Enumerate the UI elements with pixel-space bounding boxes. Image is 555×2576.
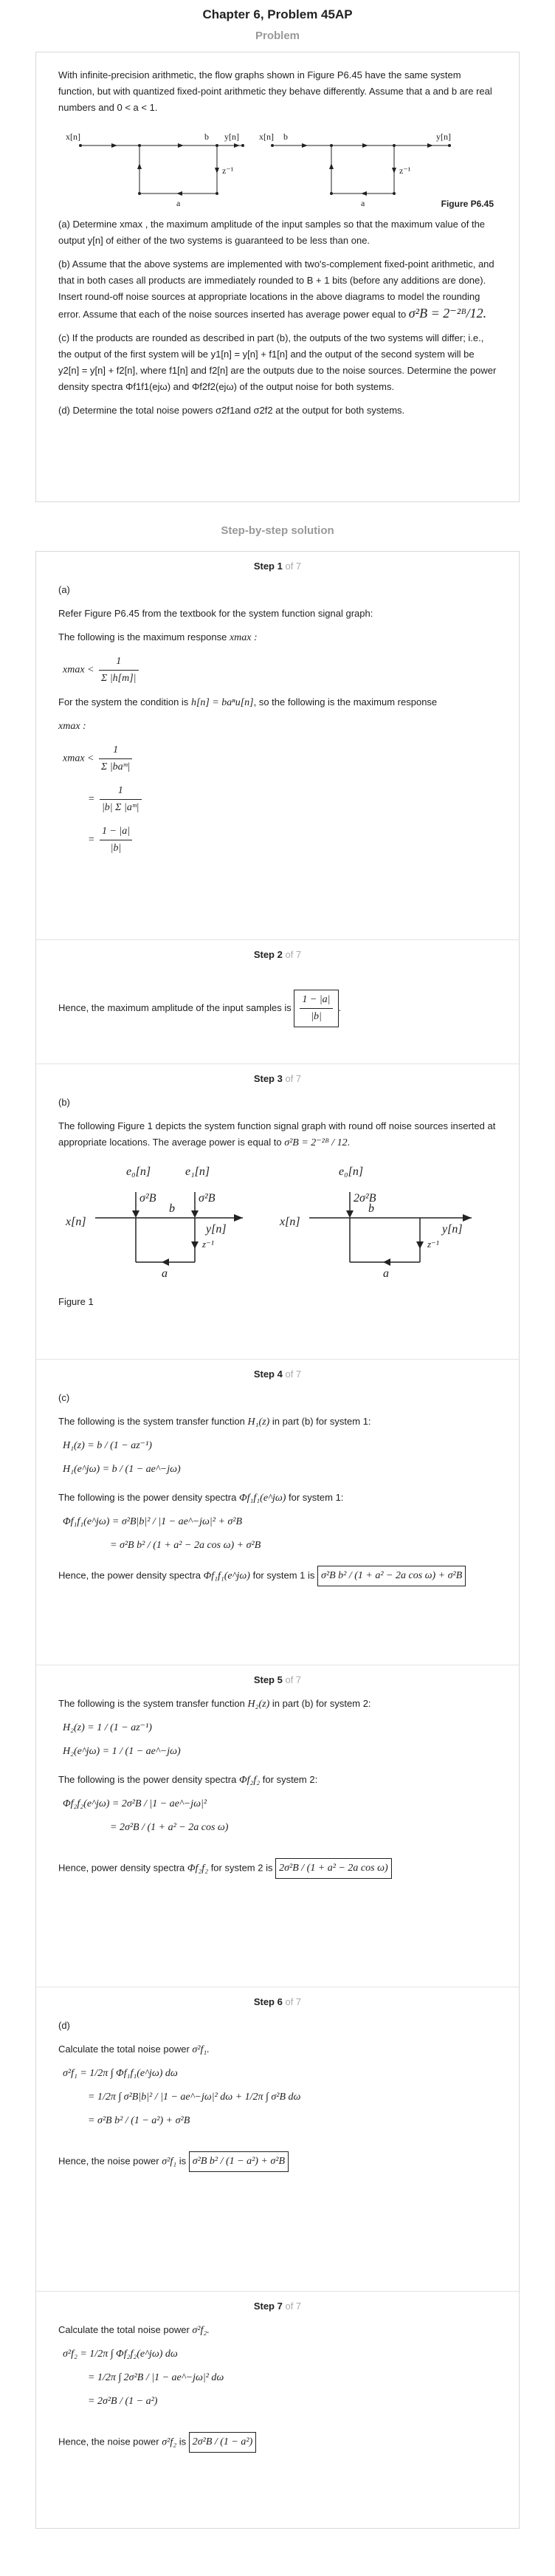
step-6-eq-2: = 1/2π ∫ σ²B|b|² / |1 − ae^−jω|² dω + 1/2π ∫ σ²B dω: [88, 2092, 301, 2103]
page-title: Chapter 6, Problem 45AP: [202, 7, 353, 21]
fig-label-b1: b: [204, 131, 209, 142]
figure-1-label: Figure 1: [58, 1296, 94, 1307]
step-3: [36, 1064, 519, 1360]
step-1-text-4: xmax :: [58, 721, 86, 732]
step-5: [36, 1665, 519, 1987]
fig1-e0-1: e₀[n]: [126, 1165, 151, 1178]
fig1-y-1: y[n]: [206, 1223, 227, 1236]
solution-label: Step-by-step solution: [221, 524, 334, 537]
step-2: [36, 940, 519, 1064]
step-2-text: Hence, the maximum amplitude of the input samples is $\frac{1 - |a|}{|b|}$ .: [58, 990, 497, 1027]
step-1-header: Step 1 of 7: [253, 561, 302, 572]
step-7-eq-1: σ²f₂ = 1/2π ∫ Φf₂f₂(e^jω) dω: [63, 2349, 178, 2360]
step-7-answer: 2σ²B / (1 − a²): [189, 2432, 257, 2453]
step-7-text-2: Hence, the noise power σ²f₂ is 2σ²B / (1 − a²): [58, 2432, 497, 2453]
step-5-eq-4: = 2σ²B / (1 + a² − 2a cos ω): [110, 1822, 229, 1833]
step-4-eq-2: H₁(e^jω) = b / (1 − ae^−jω): [63, 1464, 181, 1475]
step-7-header: Step 7 of 7: [253, 2301, 302, 2312]
step-3-text: The following Figure 1 depicts the system function signal graph with round off noise sources inserted at appropriate locations. The average power is equal to σ²B = 2⁻²ᴮ / 12.: [58, 1120, 496, 1148]
step-6-text-1: Calculate the total noise power σ²f₁.: [58, 2044, 210, 2055]
step-5-eq-1: H₂(z) = 1 / (1 − az⁻¹): [63, 1722, 152, 1733]
fig1-a-2: a: [383, 1267, 389, 1280]
solution-steps: [35, 551, 520, 2529]
part-b-text: (b) Assume that the above systems are implemented with two's-complement fixed-point arithmetic, and that in both cases all products are immediately rounded to B + 1 bits (before any additions are done). Insert round-off noise sources at appropriate locations in the above diagrams to model the rounding error. Assume that each of the noise sources inserted has average power equal to σ²B = 2⁻²ᴮ/12.: [58, 258, 494, 321]
step-5-eq-2: H₂(e^jω) = 1 / (1 − ae^−jω): [63, 1746, 181, 1757]
part-c-text: (c) If the products are rounded as described in part (b), the outputs of the two systems will differ; i.e., the output of the first system will be y1[n] = y[n] + f1[n] and the output of the second system will be y2[n] = y[n] + f2[n], where f1[n] and f2[n] are the outputs due to the noise sources. Determine the power density spectra Φf1f1(ejω) and Φf2f2(ejω) of the output noise for both systems.: [58, 332, 497, 392]
fig1-y-2: y[n]: [442, 1223, 463, 1236]
flow-graph-diagram: [58, 123, 497, 212]
step-5-eq-3: Φf₂f₂(e^jω) = 2σ²B / |1 − ae^−jω|²: [63, 1798, 207, 1809]
step-5-header: Step 5 of 7: [253, 1674, 302, 1685]
step-6-part: (d): [58, 2020, 70, 2031]
step-4-part: (c): [58, 1392, 70, 1403]
step-6-eq-1: σ²f₁ = 1/2π ∫ Φf₁f₁(e^jω) dω: [63, 2068, 178, 2079]
step-5-text-1: The following is the system transfer function H₂(z) in part (b) for system 2:: [58, 1698, 371, 1710]
fig-label-x1: x[n]: [66, 131, 80, 142]
fig1-z-1: z⁻¹: [202, 1239, 214, 1250]
fig1-x-2: x[n]: [280, 1216, 300, 1228]
fig1-b-2: b: [368, 1202, 374, 1215]
fig-label-a1: a: [176, 198, 181, 208]
fig1-z-2: z⁻¹: [427, 1239, 439, 1250]
step-4-eq-1: H₁(z) = b / (1 − az⁻¹): [63, 1440, 152, 1451]
step-1-text-3: For the system the condition is h[n] = baⁿu[n], so the following is the maximum response: [58, 696, 438, 708]
figure-caption: Figure P6.45: [441, 199, 494, 209]
step-1-eq-2: xmax < $\frac{1}{\text{Σ |baᵐ|}}$: [63, 742, 497, 775]
step-4-text-1: The following is the system transfer function H₁(z) in part (b) for system 1:: [58, 1416, 371, 1428]
step-6-text-2: Hence, the noise power σ²f₁ is σ²B b² / (1 − a²) + σ²B: [58, 2151, 497, 2172]
step-7: [36, 2292, 519, 2528]
figure-p6-45: [58, 123, 497, 212]
fig1-x-1: x[n]: [66, 1216, 86, 1228]
step-1-part: (a): [58, 584, 70, 595]
fig-label-a2: a: [361, 198, 365, 208]
step-2-header: Step 2 of 7: [253, 949, 302, 960]
step-1-text-2: The following is the maximum response xmax :: [58, 631, 258, 643]
step-1-eq-1: xmax < $\frac{1}{\Sigma |h[m]|}$: [63, 654, 497, 687]
figure-1-diagram: [58, 1159, 497, 1284]
step-6: [36, 1987, 519, 2292]
fig1-sigma-2: σ²B: [199, 1192, 216, 1205]
fig1-e0-2: e₀[n]: [339, 1165, 364, 1178]
step-1-text-1: Refer Figure P6.45 from the textbook for the system function signal graph:: [58, 608, 373, 619]
problem-intro: With infinite-precision arithmetic, the flow graphs shown in Figure P6.45 have the same system function, but with quantized fixed-point arithmetic they behave differently. Assume that a and b are real numbers and 0 < a < 1.: [58, 69, 492, 113]
step-4-text-3: Hence, the power density spectra Φf₁f₁(e^jω) for system 1 is σ²B b² / (1 + a² − 2a cos ω) + σ²B: [58, 1566, 497, 1586]
step-1-eq-3: = $\frac{1}{\text{|b| Σ |aᵐ|}}$: [88, 783, 497, 816]
fig-label-y2: y[n]: [436, 131, 451, 142]
problem-label: Problem: [255, 30, 300, 42]
step-7-eq-2: = 1/2π ∫ 2σ²B / |1 − ae^−jω|² dω: [88, 2372, 224, 2383]
fig1-b-1: b: [169, 1202, 175, 1215]
step-1: [36, 552, 519, 940]
step-7-eq-3: = 2σ²B / (1 − a²): [88, 2396, 158, 2407]
step-3-header: Step 3 of 7: [253, 1073, 302, 1084]
step-6-eq-3: = σ²B b² / (1 − a²) + σ²B: [88, 2115, 190, 2126]
step-3-part: (b): [58, 1097, 70, 1108]
fig-label-z2: z⁻¹: [399, 165, 411, 176]
step-4: [36, 1360, 519, 1665]
part-d-text: (d) Determine the total noise powers σ2f1and σ2f2 at the output for both systems.: [58, 405, 405, 416]
step-4-text-2: The following is the power density spectra Φf₁f₁(e^jω) for system 1:: [58, 1492, 344, 1504]
step-5-text-3: Hence, power density spectra Φf₂f₂ for system 2 is 2σ²B / (1 + a² − 2a cos ω): [58, 1858, 497, 1879]
step-5-answer: 2σ²B / (1 + a² − 2a cos ω): [275, 1858, 392, 1879]
step-6-header: Step 6 of 7: [253, 1996, 302, 2007]
part-a-text: (a) Determine xmax , the maximum amplitude of the input samples so that the maximum value of the output y[n] of either of the two systems is guaranteed to be less than one.: [58, 219, 486, 246]
fig-label-b2: b: [283, 131, 288, 142]
problem-card: [35, 52, 520, 502]
fig-label-y1: y[n]: [224, 131, 239, 142]
step-4-header: Step 4 of 7: [253, 1368, 302, 1380]
fig-label-z1: z⁻¹: [222, 165, 234, 176]
fig1-e1-1: e₁[n]: [185, 1165, 210, 1178]
step-7-text-1: Calculate the total noise power σ²f₂.: [58, 2324, 210, 2336]
step-4-answer: σ²B b² / (1 + a² − 2a cos ω) + σ²B: [317, 1566, 466, 1586]
fig1-sigma-3: 2σ²B: [354, 1192, 376, 1205]
step-6-answer: σ²B b² / (1 − a²) + σ²B: [189, 2151, 289, 2172]
step-4-eq-3: Φf₁f₁(e^jω) = σ²B|b|² / |1 − ae^−jω|² + σ²B: [63, 1516, 243, 1527]
part-b-equation: σ²B = 2⁻²ᴮ/12.: [408, 306, 487, 321]
step-4-eq-4: = σ²B b² / (1 + a² − 2a cos ω) + σ²B: [110, 1540, 261, 1551]
step-1-eq-4: = $\frac{1 - |a|}{|b|}$: [88, 823, 497, 857]
fig-label-x2: x[n]: [259, 131, 274, 142]
step-5-text-2: The following is the power density spectra Φf₂f₂ for system 2:: [58, 1774, 318, 1786]
fig1-a-1: a: [162, 1267, 168, 1280]
fig1-sigma-1: σ²B: [139, 1192, 156, 1205]
